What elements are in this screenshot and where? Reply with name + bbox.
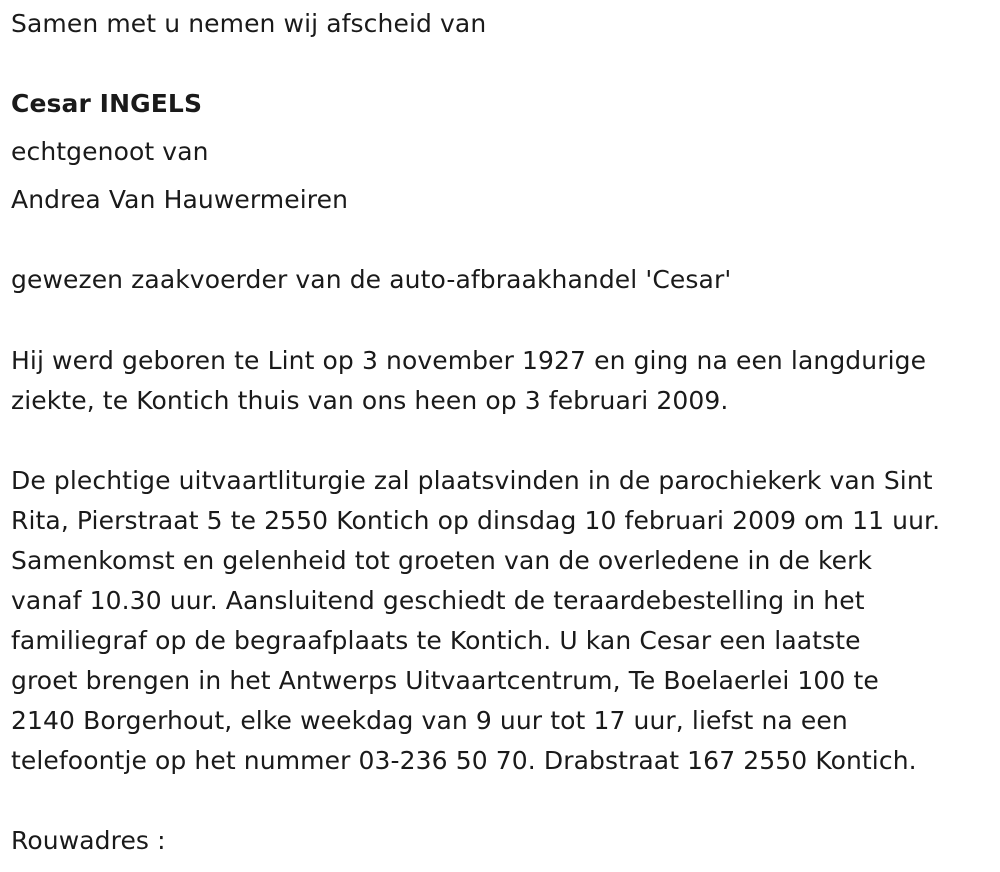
paragraph-line: Rita, Pierstraat 5 te 2550 Kontich op dinsdag 10 februari 2009 om 11 uur. — [11, 506, 941, 535]
paragraph-line: groet brengen in het Antwerps Uitvaartcentrum, Te Boelaerlei 100 te — [11, 666, 879, 695]
birth-death-paragraph — [11, 341, 926, 421]
relation-label: echtgenoot van — [11, 137, 209, 166]
paragraph-line: De plechtige uitvaartliturgie zal plaatsvinden in de parochiekerk van Sint — [11, 466, 933, 495]
address-label: Rouwadres : — [11, 826, 166, 855]
deceased-name: Cesar INGELS — [11, 89, 203, 118]
occupation-text: gewezen zaakvoerder van de auto-afbraakhandel 'Cesar' — [11, 265, 732, 294]
paragraph-line: 2140 Borgerhout, elke weekdag van 9 uur tot 17 uur, liefst na een — [11, 706, 848, 735]
ceremony-paragraph — [11, 461, 940, 781]
paragraph-line: Samenkomst en gelenheid tot groeten van de overledene in de kerk — [11, 546, 873, 575]
paragraph-line: familiegraf op de begraafplaats te Kontich. U kan Cesar een laatste — [11, 626, 861, 655]
intro-text: Samen met u nemen wij afscheid van — [11, 9, 487, 38]
paragraph-line: ziekte, te Kontich thuis van ons heen op 3 februari 2009. — [11, 386, 729, 415]
paragraph-line: vanaf 10.30 uur. Aansluitend geschiedt de teraardebestelling in het — [11, 586, 865, 615]
paragraph-line: Hij werd geboren te Lint op 3 november 1927 en ging na een langdurige — [11, 346, 927, 375]
paragraph-line: telefoontje op het nummer 03-236 50 70. Drabstraat 167 2550 Kontich. — [11, 746, 917, 775]
spouse-name: Andrea Van Hauwermeiren — [11, 185, 349, 214]
